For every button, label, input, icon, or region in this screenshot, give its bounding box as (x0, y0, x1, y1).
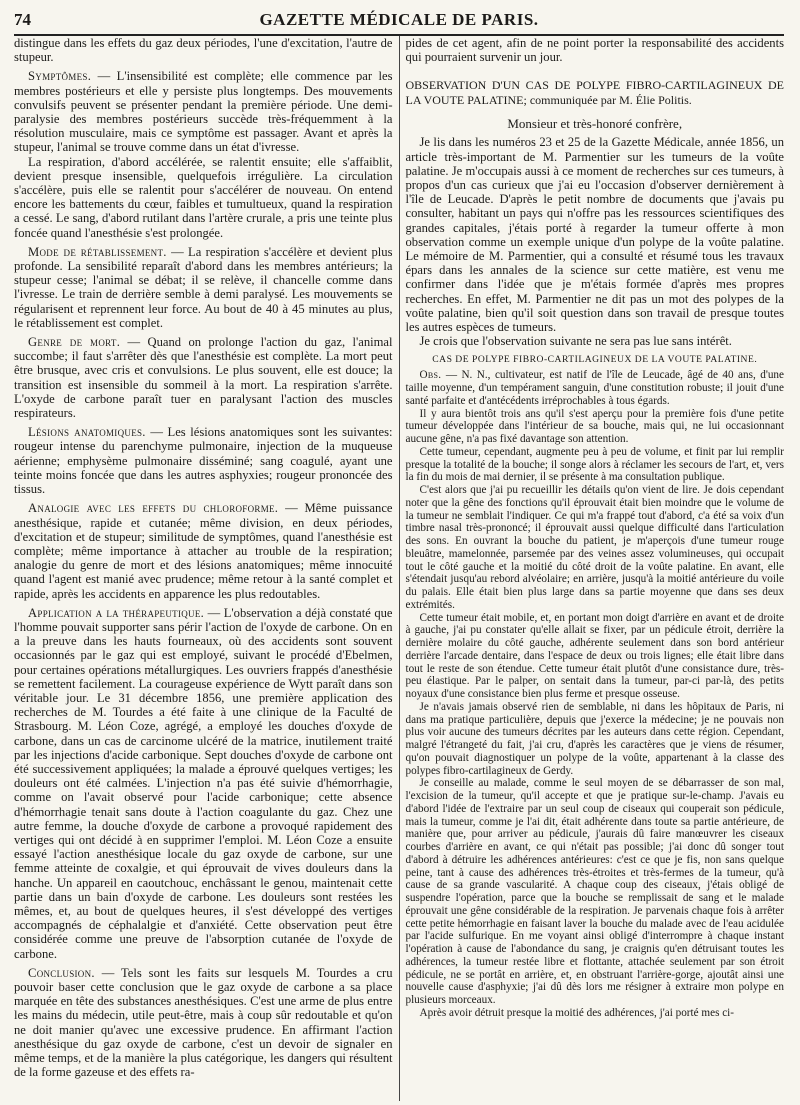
left-column (14, 36, 393, 1101)
paragraph-genre-de-mort: Genre de mort. — Quand on prolonge l'action du gaz, l'animal succombe; il faut s'arrêter dès que l'anesthésie est complète. La mort peut être brusque, avec cris et convulsions. Le plus souvent, elle est douce; la transition est insensible du sommeil à la mort. La respiration s'arrête. L'oxyde de carbone paraît tuer en paralysant l'action des muscles respirateurs. (14, 335, 393, 421)
paragraph-application: Application a la thérapeutique. — L'observation a déjà constaté que l'homme pouvait supporter sans périr l'action de l'oxyde de carbone. On en a la preuve dans les hauts fourneaux, où des accidents sont souvent occasionnés par le gaz qui est employé, suivant le procédé d'Ebelmen, pour certaines opérations métallurgiques. Les ouvriers frappés d'anesthésie se remettent facilement. La courageuse expérience de Wytt paraît dans son véritable jour. Le 31 décembre 1856, une première application des recherches de M. Tourdes a été faite à une clinique de la Faculté de Strasbourg. M. Léon Coze, agrégé, a employé les douches d'oxyde de carbone, dans un cas de carcinome ulcéré de la matrice, inutilement traité par les injections d'acide carbonique. Sept douches d'oxyde de carbone ont été successivement appliquées; la malade a éprouvé quelques vertiges; les douleurs ont été calmées. L'injection n'a pas été suivie d'hémorrhagie, comme on l'avait observé pour l'acide carbonique; cette absence d'hémorrhagie tenait sans doute à l'action coagulante du gaz. Chez une autre femme, la douche d'oxyde de carbone a provoqué rapidement des vertiges qui ont décidé à en supprimer l'emploi. M. Léon Coze a ensuite essayé l'action anesthésique locale du gaz oxyde de carbone, sur une femme atteinte de coxalgie, et qui éprouvait de vives douleurs dans la hanche. Un appareil en caoutchouc, enchâssant le genou, maintenait cette partie dans un bain d'oxyde de carbone. Les douleurs sont restées les mêmes, et, au bout de quelques heures, il s'est développé des vertiges accompagnés de céphalalgie et d'anxiété. Cette observation peut être considérée comme une preuve de l'absorption cutanée de l'oxyde de carbone. (14, 605, 393, 961)
section-heading: Application a la thérapeutique. (28, 605, 205, 620)
section-heading: Conclusion. (28, 965, 95, 980)
paragraph-symptomes: Symptômes. — L'insensibilité est complète; elle commence par les membres postérieurs et elle y persiste plus longtemps. Des mouvements convulsifs peuvent se présenter pendant la première période. Une demi-paralysie des membres postérieurs succède très-fréquemment à la résolution musculaire, mais ce symptôme est passager. Avant et après la stupeur, l'animal se trouve comme dans un état d'ivresse. (14, 69, 393, 155)
case-paragraph: Cette tumeur était mobile, et, en portant mon doigt d'arrière en avant et de droite à gauche, j'ai pu constater qu'elle allait se fixer, par un pédicule étroit, derrière la dernière molaire du côté gauche, adhérente seulement dans son bord antérieur derrière l'arcade dentaire, dans l'espace de deux ou trois lignes; elle était libre dans tout le reste de son étendue. Cette tumeur était plutôt d'une consistance dure, très-peu élastique. Par le palper, on sentait dans la tumeur, par-ci par-là, des petits noyaux d'une consistance bien plus ferme et presque osseuse. (405, 611, 784, 701)
case-paragraph: Il y aura bientôt trois ans qu'il s'est aperçu pour la première fois d'une petite tumeur développée dans l'intérieur de sa bouche, mais qui, ne lui occasionnant aucune gêne, n'a pas fixé davantage son attention. (405, 407, 784, 446)
column-divider (399, 36, 400, 1101)
journal-title: GAZETTE MÉDICALE DE PARIS. (259, 10, 539, 29)
paragraph-continued: distingue dans les effets du gaz deux périodes, l'une d'excitation, l'autre de stupeur. (14, 36, 393, 65)
paragraph-respiration: La respiration, d'abord accélérée, se ralentit ensuite; elle s'affaiblit, devient presque insensible, quelquefois irrégulière. La circulation s'accélère, puis elle se ralentit pour s'accélérer de nouveau. On entend encore les battements du cœur, faibles et tumultueux, quand la respiration a cessé. Le sang, d'abord rutilant dans l'artère crurale, a pris une teinte plus foncée quand l'anesthésie s'est prolongée. (14, 154, 393, 240)
case-subtitle: CAS DE POLYPE FIBRO-CARTILAGINEUX DE LA VOUTE PALATINE. (432, 354, 758, 366)
salutation: Monsieur et très-honoré confrère, (507, 116, 683, 132)
right-column (405, 36, 784, 1101)
paragraph-retablissement: Mode de rétablissement. — La respiration s'accélère et devient plus profonde. La sensibilité reparaît d'abord dans les membres antérieurs; la stupeur cesse; l'animal se débat; il se relève, il chancelle comme dans l'ivresse. Le train de derrière semble à demi paralysé. Les mouvements se régularisent et reprennent leur force. Au bout de 40 à 45 minutes au plus, le rétablissement est complet. (14, 244, 393, 330)
case-paragraph: Je conseille au malade, comme le seul moyen de se débarrasser de son mal, l'excision de la tumeur, qu'il accepte et que je pratique sur-le-champ. J'avais eu d'abord l'idée de l'extraire par un seul coup de ciseaux qui couperait son pédicule, mais la tumeur, comme je l'ai dit, était adhérente dans toute sa partie antérieure, de manière que, pour arriver au pédicule, j'aurais dû faire manœuvrer les ciseaux courbes d'arrière en avant, ce qui n'était pas possible; j'ai donc dû songer tout d'abord à détruire les adhérences antérieures: c'est ce que je fis, non sans quelque peine, tant à cause des adhérences très-étroites et très-fermes de la tumeur, qu'à cause de sa grande vascularité. A chaque coup des ciseaux, j'étais obligé de suspendre l'opération, parce que la bouche se remplissait de sang et le malade éprouvait une gêne considérable de la respiration. Je parvenais chaque fois à arrêter cette petite hémorrhagie en faisant laver la bouche du malade avec de l'eau acidulée par l'acide sulfurique. En me voyant ainsi obligé d'interrompre à chaque instant l'opération à cause de l'abondance du sang, je craignis qu'en détruisant toutes les adhérences, la tumeur restée libre et flottante, attachée seulement par son étroit pédicule, ne se portât en arrière, et, en obstruant l'arrière-gorge, ajoutât ainsi une nouvelle cause d'asphyxie; j'ai dû dès lors me résigner à extraire mon polype en plusieurs morceaux. (405, 777, 784, 1007)
page-header (14, 8, 784, 36)
section-heading: Lésions anatomiques. (28, 425, 146, 440)
case-paragraph: Obs. — N. N., cultivateur, est natif de l'île de Leucade, âgé de 40 ans, d'une taille moyenne, d'un tempérament sanguin, d'une constitution robuste; il jouit d'une santé parfaite et d'antécédents irréprochables à tous égards. (405, 369, 784, 407)
section-heading: Mode de rétablissement. (28, 244, 167, 259)
case-paragraph: C'est alors que j'ai pu recueillir les détails qu'on vient de lire. Je dois cependant noter que la gêne des fonctions qu'il éprouvait était bien moindre que le volume de la tumeur ne semblait l'indiquer. Ce qui m'a frappé tout d'abord, c'a été sa voix d'un timbre nasal très-prononcé; il éprouvait aussi quelque difficulté dans l'articulation des sons. En ouvrant la bouche du patient, je m'aperçois d'une tumeur rouge bleuâtre, mamelonnée, parsemée par des veines assez volumineuses, qui occupait tout le côté gauche et la moitié du côté droit de la voûte palatine. En avant, elle s'étendait jusqu'au rebord alvéolaire; en arrière, jusqu'à la moitié antérieure du voile du palais. Elle était bien plus large dans sa partie moyenne que dans ses deux extrémités. (405, 484, 784, 611)
paragraph-lesions: Lésions anatomiques. — Les lésions anatomiques sont les suivantes: rougeur intense du parenchyme pulmonaire, injection de la muqueuse aérienne; emphysème pulmonaire disséminé; sang coagulé, ayant une teinte moins foncée que dans les autres asphyxies; rougeur prononcée des tissus. (14, 425, 393, 497)
paragraph-continuation: pides de cet agent, afin de ne point porter la responsabilité des accidents qui pourraient survenir un jour. (405, 36, 784, 65)
two-column-body (14, 36, 784, 1101)
section-heading: Genre de mort. (28, 335, 121, 350)
letter-paragraph: Je lis dans les numéros 23 et 25 de la Gazette Médicale, année 1856, un article très-important de M. Parmentier sur les tumeurs de la voûte palatine. Je m'occupais aussi à ce moment de recherches sur ces tumeurs, à propos d'un cas curieux que j'ai eu l'occasion d'observer dernièrement à l'île de Leucade. D'après le petit nombre de documents que j'avais pu consulter, habitant un pays qui n'offre pas les ressources scientifiques des grandes capitales, j'étais porté à regarder la tumeur offerte à mon observation comme un exemple unique d'un polype de la voûte palatine. Le mémoire de M. Parmentier, qui a consulté et résumé tous les travaux épars dans les annales de la science sur cette matière, est venu me confirmer dans l'idée que je m'étais formée d'après mes propres recherches. En effet, M. Parmentier ne dit pas un mot des polypes de la voûte palatine, bien qu'il soit question dans son travail de presque toutes les autres espèces de tumeurs. (405, 135, 784, 335)
section-heading: Symptômes. (28, 69, 92, 84)
case-paragraph: Après avoir détruit presque la moitié des adhérences, j'ai porté mes ci- (419, 1006, 735, 1019)
observation-title: OBSERVATION D'UN CAS DE POLYPE FIBRO-CARTILAGINEUX DE LA VOUTE PALATINE; communiquée par M. Élie Politis. (405, 78, 784, 108)
obs-label: Obs. (419, 369, 442, 382)
paragraph-analogie: Analogie avec les effets du chloroforme. — Même puissance anesthésique, rapide et cutanée; même division, en deux périodes, d'excitation et de stupeur; similitude de symptômes, quand l'anesthésie est complète; même importance à attacher au trouble de la respiration; analogie du genre de mort et des lésions anatomiques; même innocuité quand l'agent est manié avec prudence; même retour à la santé complet et rapide, après les accidents en apparence les plus redoutables. (14, 501, 393, 601)
section-heading: Analogie avec les effets du chloroforme. (28, 501, 279, 516)
paragraph-conclusion: Conclusion. — Tels sont les faits sur lesquels M. Tourdes a cru pouvoir baser cette conclusion que le gaz oxyde de carbone a sa place marquée en tête des substances anesthésiques. C'est une arme de plus entre les mains du médecin, utile peut-être, mais à coup sûr redoutable et qu'on ne doit manier qu'avec une excessive prudence. En affirmant l'action anesthésique du gaz oxyde de carbone, c'est un devoir de signaler en même temps, et de la manière la plus catégorique, les dangers qui résultent de la forme gazeuse et des effets ra- (14, 965, 393, 1080)
page-number: 74 (14, 10, 31, 29)
letter-paragraph: Je crois que l'observation suivante ne sera pas lue sans intérêt. (419, 334, 732, 349)
case-paragraph: Cette tumeur, cependant, augmente peu à peu de volume, et finit par lui remplir presque la totalité de la bouche; il songe alors à réclamer les secours de l'art, et, vers la fin du mois de mai dernier, il se présente à ma consultation publique. (405, 445, 784, 484)
case-paragraph: Je n'avais jamais observé rien de semblable, ni dans les hôpitaux de Paris, ni dans ma pratique particulière, depuis que j'exerce la médecine; je ne pouvais non plus voir aucune des tumeurs décrites par les auteurs dans cette région. Cependant, malgré l'étrangeté du fait, j'ai cru, d'après les caractères que je viens de résumer, qu'on pouvait diagnostiquer un polype de la voûte, appartenant à la classe des polypes fibro-cartilagineux de Gerdy. (405, 700, 784, 777)
